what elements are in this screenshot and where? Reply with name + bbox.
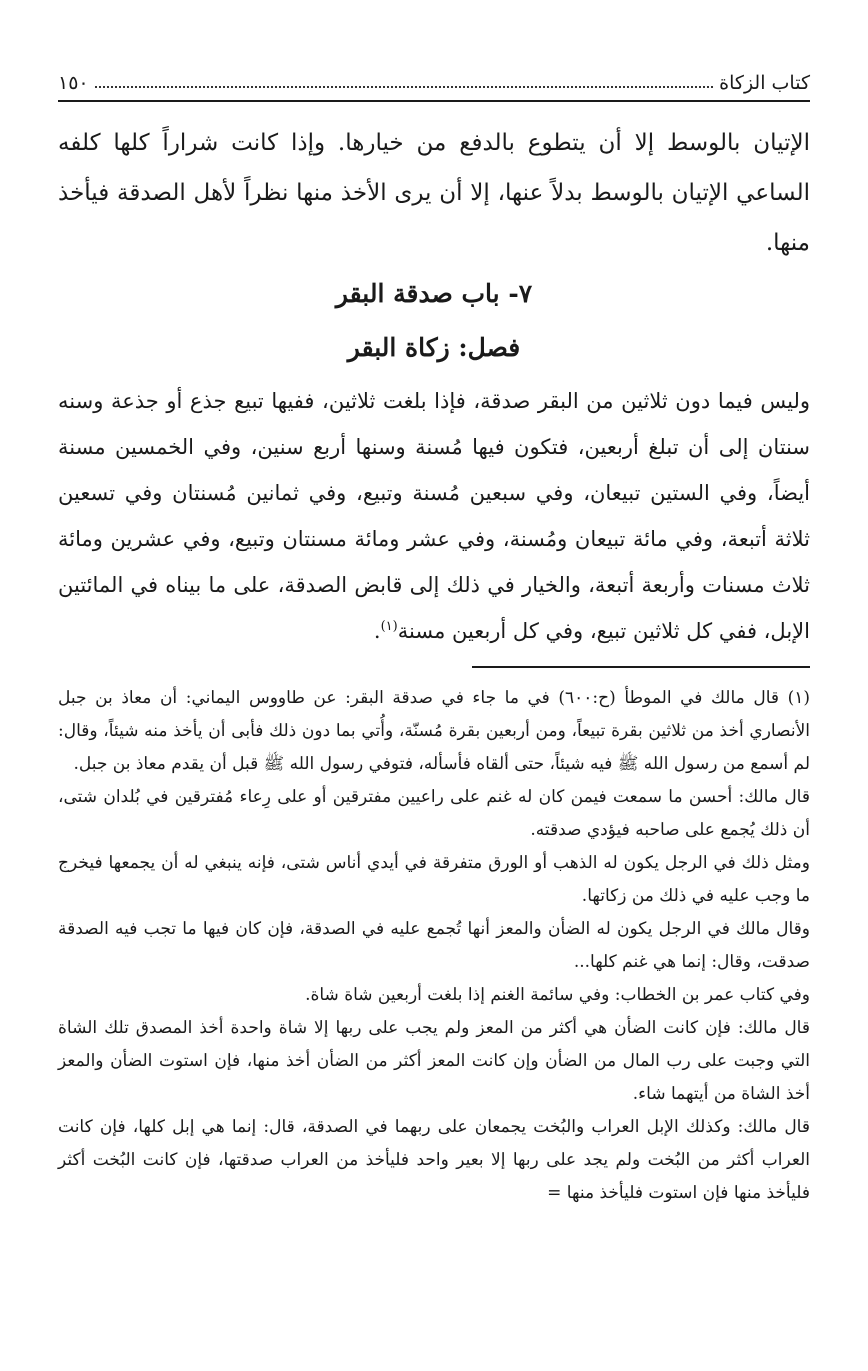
section-heading: فصل: زكاة البقر (347, 333, 521, 362)
page-number: ١٥٠ (58, 72, 89, 94)
header-leader-dots (95, 86, 714, 88)
footnote-paragraph: وفي كتاب عمر بن الخطاب: وفي سائمة الغنم إذا بلغت أربعين شاة شاة. (305, 985, 810, 1005)
running-header (58, 66, 810, 102)
footnote-paragraph: ومثل ذلك في الرجل يكون له الذهب أو الورق متفرقة في أيدي أناس شتى، فإنه ينبغي له أن يجمعها فيخرج ما وجب عليه في ذلك من زكاتها. (58, 853, 810, 906)
footnote-paragraph: وقال مالك في الرجل يكون له الضأن والمعز أنها تُجمع عليه في الصدقة، فإن كان فيها ما تجب فيه الصدقة صدقت، وقال: إنما هي غنم كلها... (58, 919, 810, 972)
footnote-separator (472, 666, 810, 668)
chapter-heading: ٧- باب صدقة البقر (335, 279, 533, 308)
intro-paragraph: الإتيان بالوسط إلا أن يتطوع بالدفع من خيارها. وإذا كانت شراراً كلها كلفه الساعي الإتيان بالوسط بدلاً عنها، إلا أن يرى الأخذ منها نظراً لأهل الصدقة فيأخذ منها. (58, 130, 810, 256)
main-paragraph (58, 378, 810, 654)
footnote-reference[interactable]: (١) (380, 619, 398, 634)
main-paragraph-text: وليس فيما دون ثلاثين من البقر صدقة، فإذا بلغت ثلاثين، ففيها تبيع جذع أو جذعة وسنه سنتان إلى أن تبلغ أربعين، فتكون فيها مُسنة وسنها أربع سنين، وفي الخمسين مسنة أيضاً، وفي الستين تبيعان، وفي سبعين مُسنة وتبيع، وفي ثمانين مُسنتان وفي تسعين ثلاثة أتبعة، وفي مائة تبيعان ومُسنة، وفي عشر ومائة مسنتان وتبيع، وفي عشرين ومائة ثلاث مسنات وأربعة أتبعة، والخيار في ذلك إلى قابض الصدقة، على ما بيناه في المائتين الإبل، ففي كل ثلاثين تبيع، وفي كل أربعين مسنة (58, 389, 810, 643)
footnote-paragraph: قال مالك: وكذلك الإبل العراب والبُخت يجمعان على ربهما في الصدقة، قال: إنما هي إبل كلها، فإن كانت العراب أكثر من البُخت ولم يجد على ربها إلا بعير واحد فليأخذ من العراب صدقتها، فإن كانت البُخت أكثر فليأخذ منها فإن استوت فليأخذ منها = (58, 1117, 810, 1203)
footnotes-section (58, 682, 810, 1210)
footnote-1: (١) قال مالك في الموطأ (ح:٦٠٠) في ما جاء في صدقة البقر: عن طاووس اليماني: أن معاذ بن جبل الأنصاري أخذ من ثلاثين بقرة تبيعاً، ومن أربعين بقرة مُسنّة، وأُتي بما دون ذلك فأبى أن يأخذ منه شيئاً، وقال: لم أسمع من رسول الله ﷺ فيه شيئاً، حتى ألقاه فأسأله، فتوفي رسول الله ﷺ قبل أن يقدم معاذ بن جبل. (58, 688, 810, 774)
header-title: كتاب الزكاة (719, 72, 810, 94)
footnote-paragraph: قال مالك: أحسن ما سمعت فيمن كان له غنم على راعيين مفترقين أو على رِعاء مُفترقين في بُلدان شتى، أن ذلك يُجمع على صاحبه فيؤدي صدقته. (58, 787, 810, 840)
footnote-paragraph: قال مالك: فإن كانت الضأن هي أكثر من المعز ولم يجب على ربها إلا شاة واحدة أخذ المصدق تلك الشاة التي وجبت على رب المال من الضأن وإن كانت المعز أكثر من الضأن أخذ منها، فإن استوت الضأن والمعز أخذ الشاة من أيتهما شاء. (58, 1018, 810, 1104)
main-paragraph-end: . (373, 619, 381, 643)
